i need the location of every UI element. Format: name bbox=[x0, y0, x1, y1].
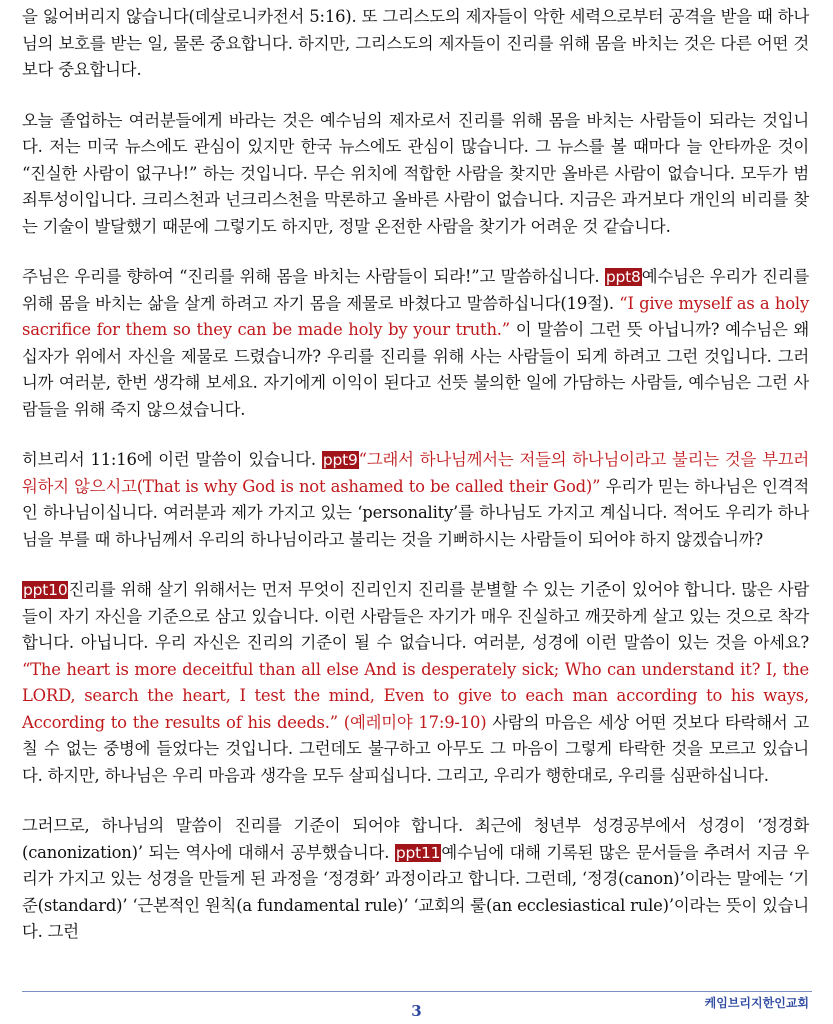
paragraph-3 bbox=[22, 264, 809, 423]
footer-church-name: 케임브리지한인교회 bbox=[704, 996, 809, 1010]
paragraph-text: 을 잃어버리지 않습니다(데살로니카전서 5:16). 또 그리스도의 제자들이 악한 세력으로부터 공격을 받을 때 하나님의 보호를 받는 일, 물론 중요합니다. 하지만, 그리스도의 제자들이 진리를 위해 몸을 바치는 것은 다른 어떤 것보다 중요합니다. bbox=[22, 7, 809, 79]
paragraph-text: 주님은 우리를 향하여 “진리를 위해 몸을 바치는 사람들이 되라!”고 말씀하십니다. bbox=[22, 267, 605, 286]
paragraph-2 bbox=[22, 108, 809, 241]
paragraph-text: 예수님에 대해 기록된 많은 문서들을 추려서 지금 우리가 가지고 있는 성경을 만들게 된 과정을 ‘정경화’ 과정이라고 합니다. 그런데, ‘정경(canon)’이라는 말에는 ‘기준(standard)’ ‘근본적인 원칙(a fundamental rule)’ ‘교회의 룰(an ecclesiastical rule)’이라는 뜻이 있습니다. 그런 bbox=[22, 842, 809, 941]
scripture-quote: “The heart is more deceitful than all else And is desperately sick; Who can understand it? I, the LORD, search the heart, I test the mind, Even to give to each man according to his ways, According to the results of his deeds.” (예레미야 17:9-10) bbox=[22, 659, 809, 732]
paragraph-text: 히브리서 11:16에 이런 말씀이 있습니다. bbox=[22, 450, 322, 469]
document-body bbox=[22, 4, 809, 970]
ppt-slide-marker: ppt9 bbox=[322, 451, 358, 469]
paragraph-text: 그러므로, 하나님의 말씀이 진리를 기준이 되어야 합니다. 최근에 청년부 성경공부에서 성경이 ‘정경화(canonization)’ 되는 역사에 대해서 공부했습니다. bbox=[22, 816, 809, 862]
paragraph-text: 진리를 위해 살기 위해서는 먼저 무엇이 진리인지 진리를 분별할 수 있는 기준이 있어야 합니다. 많은 사람들이 자기 자신을 기준으로 삼고 있습니다. 이런 사람들은 자기가 매우 진실하고 깨끗하게 살고 있는 것으로 착각합니다. 아닙니다. 우리 자신은 진리의 기준이 될 수 없습니다. 여러분, 성경에 이런 말씀이 있는 것을 아세요? bbox=[22, 580, 809, 652]
paragraph-text: 이 말씀이 그런 뜻 아닙니까? 예수님은 왜 십자가 위에서 자신을 제물로 드렸습니까? 우리를 진리를 위해 사는 사람들이 되게 하려고 그런 것입니다. 그러니까 여러분, 한번 생각해 보세요. 자기에게 이익이 된다고 선뜻 불의한 일에 가담하는 사람들, 예수님은 그런 사람들을 위해 죽지 않으셨습니다. bbox=[22, 320, 809, 419]
page-number: 3 bbox=[411, 1002, 422, 1020]
ppt-slide-marker: ppt8 bbox=[605, 268, 641, 286]
paragraph-5 bbox=[22, 577, 809, 789]
ppt-slide-marker: ppt10 bbox=[23, 581, 68, 599]
paragraph-4 bbox=[22, 447, 809, 553]
scripture-quote: “I give myself as a holy sacrifice for them so they can be made holy by your truth.” bbox=[22, 293, 809, 339]
paragraph-text: 사람의 마음은 세상 어떤 것보다 타락해서 고칠 수 없는 중병에 들었다는 것입니다. 그런데도 불구하고 아무도 그 마음이 그렇게 타락한 것을 모르고 있습니다. 하지만, 하나님은 우리 마음과 생각을 모두 살피십니다. 그리고, 우리가 행한대로, 우리를 심판하십니다. bbox=[22, 712, 809, 785]
paragraph-1 bbox=[22, 4, 809, 84]
ppt-slide-marker: ppt11 bbox=[395, 843, 441, 862]
paragraph-6 bbox=[22, 813, 809, 946]
paragraph-text: 우리가 믿는 하나님은 인격적인 하나님이십니다. 여러분과 제가 가지고 있는 ‘personality’를 하나님도 가지고 계십니다. 적어도 우리가 하나님을 부를 때 하나님께서 우리의 하나님이라고 불리는 것을 기뻐하시는 사람들이 되어야 하지 않겠습니까? bbox=[22, 476, 810, 549]
paragraph-text: 오늘 졸업하는 여러분들에게 바라는 것은 예수님의 제자로서 진리를 위해 몸을 바치는 사람들이 되라는 것입니다. 저는 미국 뉴스에도 관심이 있지만 한국 뉴스에도 관심이 많습니다. 그 뉴스를 볼 때마다 늘 안타까운 것이 “진실한 사람이 없구나!” 하는 것입니다. 무슨 위치에 적합한 사람을 찾지만 올바른 사람이 없습니다. 모두가 범죄투성이입니다. 크리스천과 넌크리스천을 막론하고 올바른 사람이 없습니다. 지금은 과거보다 개인의 비리를 찾는 기술이 발달했기 때문에 그렇기도 하지만, 정말 온전한 사람을 찾기가 어려운 것 같습니다. bbox=[22, 110, 809, 236]
paragraph-text: 예수님은 우리가 진리를 위해 몸을 바치는 삶을 살게 하려고 자기 몸을 제물로 바쳤다고 말씀하십니다(19절). bbox=[22, 267, 810, 313]
scripture-quote: “그래서 하나님께서는 저들의 하나님이라고 불리는 것을 부끄러워하지 않으시고(That is why God is not ashamed to be called their God)” bbox=[22, 450, 809, 496]
footer-divider bbox=[22, 991, 812, 992]
